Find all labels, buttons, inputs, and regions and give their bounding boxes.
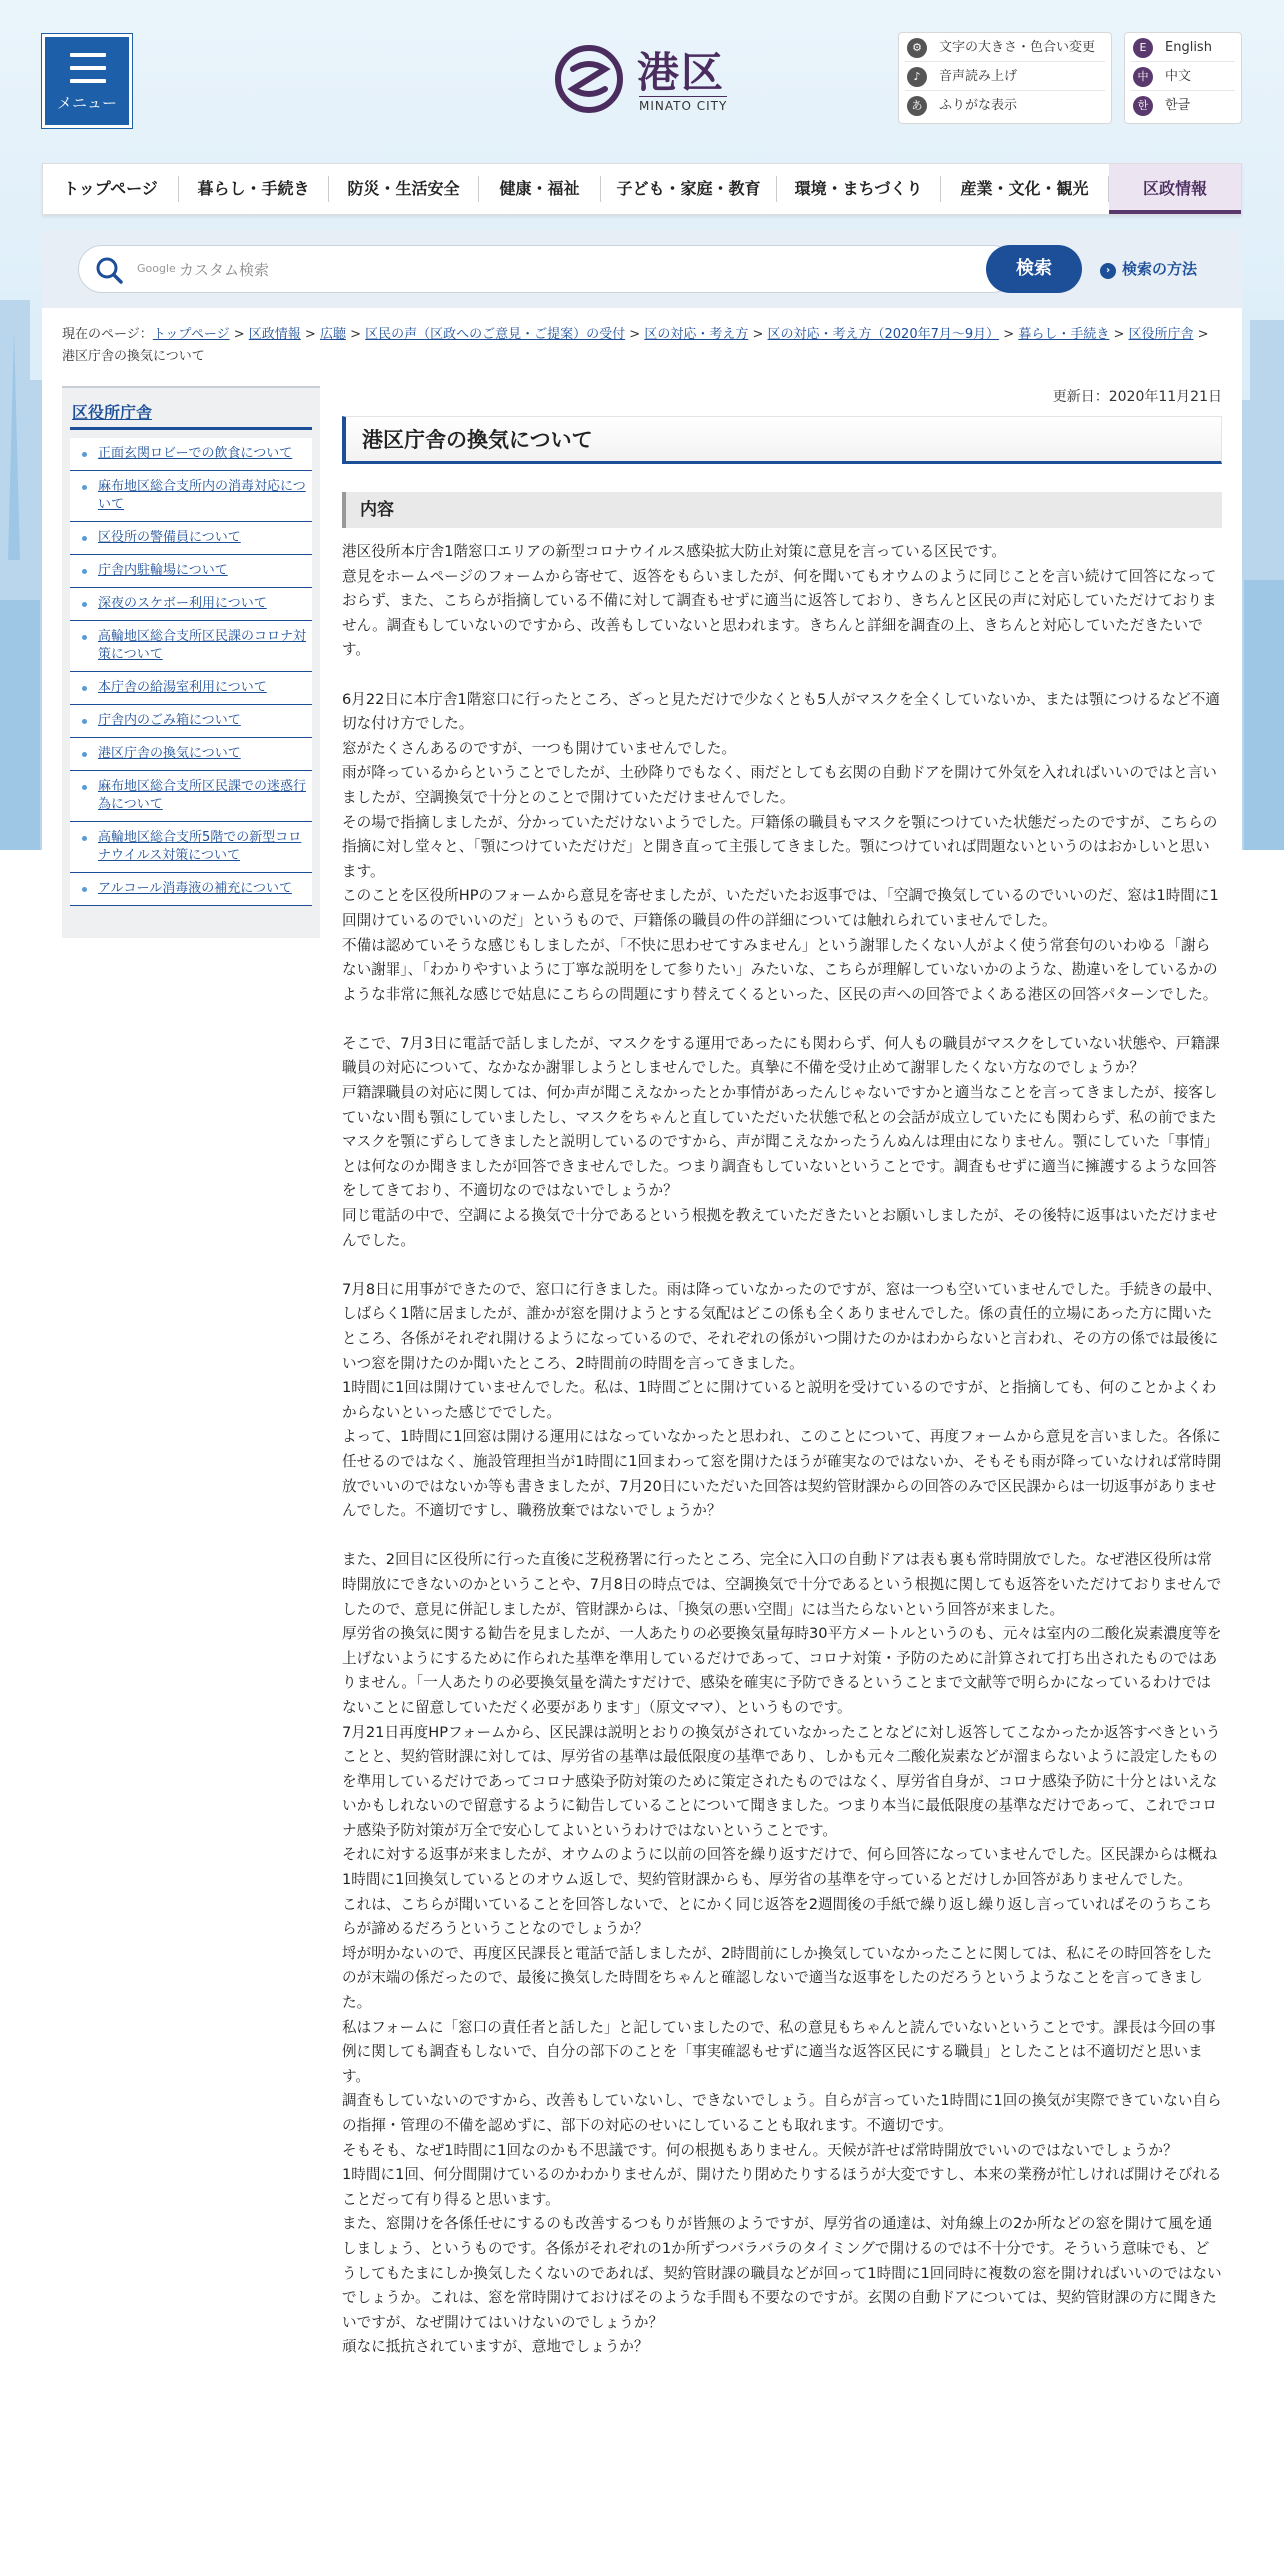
bullet-icon	[82, 752, 87, 757]
bullet-icon	[82, 536, 87, 541]
nav-item-2[interactable]: 防災・生活安全	[329, 176, 479, 202]
nav-item-4[interactable]: 子ども・家庭・教育	[601, 176, 777, 202]
sidebar-link[interactable]: 庁舎内駐輪場について	[98, 563, 228, 578]
sidebar-item	[70, 471, 312, 522]
breadcrumb-link[interactable]: トップページ	[152, 327, 230, 342]
bullet-icon	[82, 569, 87, 574]
sidebar-item	[70, 672, 312, 705]
article-paragraph: 厚労省の換気に関する勧告を見ましたが、一人あたりの必要換気量毎時30平方メートルというのも、元々は室内の二酸化炭素濃度等を上げないようにするために作られた基準を準用しているだけであって、コロナ対策・予防のために計算されて打ち出されたものではありません。「一人あたりの必要換気量を満たすだけで、感染を確実に予防できるということまで文献等で明らかになっているわけではないことに留意していただく必要があります」（原文ママ）、というものです。	[342, 1625, 1222, 1716]
article-paragraph: また、窓開けを各係任せにするのも改善するつもりが皆無のようですが、厚労省の通達は、対角線上の2か所などの窓を開けて風を通しましょう、というものです。各係がそれぞれの1か所ずつバラバラのタイミングで開けるのでは不十分です。そういう意味でも、どうしてもたまにしか換気したくないのであれば、契約管財課の職員などが回って1時間に1回同時に複数の窓を開ければいいのではないでしょうか。これは、窓を常時開けておけばそのような手間も不要なのですが。玄関の自動ドアについては、契約管財課の方に聞きたいですが、なぜ開けてはいけないのでしょうか？	[342, 2215, 1222, 2331]
article-paragraph: 意見をホームページのフォームから寄せて、返答をもらいましたが、何を聞いてもオウムのように同じことを言い続けて回答になっておらず、また、こちらが指摘している不備に対して調査もせずに適当に返答しており、きちんと区民の声に対応していただけておりません。調査もしていないのですから、改善もしていないと思われます。きちんと詳細を調査の上、きちんと対応していただきたいです。	[342, 567, 1217, 659]
nav-item-1[interactable]: 暮らし・手続き	[179, 176, 329, 202]
breadcrumb-link[interactable]: 区民の声（区政へのご意見・ご提案）の受付	[365, 327, 626, 342]
article-paragraph: これは、こちらが聞いていることを回答しないで、とにかく同じ返答を2週間後の手紙で繰り返し繰り返し言っていればそのうちこちらが諦めるだろうということなのでしょうか？	[342, 1895, 1213, 1938]
text-size-color-label: 文字の大きさ・色合い変更	[939, 40, 1096, 55]
paragraph-gap	[342, 1524, 1222, 1549]
article-paragraph: 不備は認めていそうな感じもしましたが、「不快に思わせてすみません」という謝罪したくない人がよく使う常套句のいわゆる「謝らない謝罪」、「わかりやすいように丁寧な説明をして参りたい」みたいな、こちらが理解していないかのような、勘違いをしているかのような非常に無礼な感じで姑息にこちらの問題にすり替えてくるといった、区民の声への回答でよくある港区の回答パターンでした。	[342, 936, 1218, 1003]
sidebar-list	[70, 438, 312, 906]
sidebar-item	[70, 621, 312, 672]
logo-roman: MINATO CITY	[639, 96, 727, 113]
sidebar-link[interactable]: 庁舎内のごみ箱について	[98, 713, 241, 728]
sidebar-item	[70, 771, 312, 822]
sidebar-link[interactable]: 本庁舎の給湯室利用について	[98, 680, 267, 695]
sidebar-link[interactable]: 深夜のスケボー利用について	[98, 596, 267, 611]
content-area	[42, 308, 1242, 2568]
article-paragraph: また、2回目に区役所に行った直後に芝税務署に行ったところ、完全に入口の自動ドアは表も裏も常時開放でした。なぜ港区役所は常時開放にできないのかということや、7月8日の時点では、空調換気で十分であるという根拠に関しても返答をいただけておりませんでしたので、意見に併記しましたが、管財課からは、「換気の悪い空間」には当たらないという回答が来ました。	[342, 1551, 1222, 1618]
article-paragraph: 1時間に1回は開けていませんでした。私は、1時間ごとに開けていると説明を受けているのですが、と指摘しても、何のことかよくわからないといった感じででした。	[342, 1379, 1217, 1421]
article-paragraph: 窓がたくさんあるのですが、一つも開けていませんでした。	[342, 739, 737, 757]
sidebar-link[interactable]: 港区庁舎の換気について	[98, 746, 241, 761]
article-paragraph: それに対する返事が来ましたが、オウムのように以前の回答を繰り返すだけで、何ら回答になっていませんでした。区民課からは概ね1時間に1回換気しているとのオウム返しで、契約管財課からも、厚労省の基準を守っているとだけしか回答がありませんでした。	[342, 1846, 1218, 1889]
search-icon	[95, 256, 123, 284]
breadcrumb: 現在のページ：トップページ > 区政情報 > 広聴 > 区民の声（区政へのご意見・ご提案）の受付 > 区の対応・考え方 > 区の対応・考え方（2020年7月～9月） > 暮らし・手続き > 区役所庁舎 > 港区庁舎の換気について	[62, 327, 1209, 364]
sidebar-item	[70, 522, 312, 555]
sidebar-link[interactable]: 麻布地区総合支所内の消毒対応について	[98, 479, 306, 512]
bullet-icon	[82, 602, 87, 607]
read-aloud-label: 音声読み上げ	[939, 69, 1018, 84]
sidebar-link[interactable]: 高輪地区総合支所区民課のコロナ対策について	[98, 629, 307, 662]
korean-icon: 한	[1133, 96, 1153, 116]
sidebar-link[interactable]: アルコール消毒液の補充について	[98, 881, 292, 896]
sidebar-item	[70, 588, 312, 621]
sidebar-title[interactable]: 区役所庁舎	[70, 396, 312, 430]
text-size-color-link[interactable]	[905, 33, 1105, 62]
furigana-icon: あ	[907, 96, 927, 116]
search-button[interactable]: 検索	[986, 245, 1082, 293]
article-paragraph: 6月22日に本庁舎1階窓口に行ったところ、ざっと見ただけで少なくとも5人がマスクを全くしていないか、または顎につけるなど不適切な付け方でした。	[342, 690, 1220, 733]
bullet-icon	[82, 785, 87, 790]
sidebar-link[interactable]: 区役所の警備員について	[98, 530, 241, 545]
search-help-link[interactable]	[1100, 258, 1197, 279]
sidebar-item	[70, 438, 312, 471]
read-aloud-link[interactable]	[905, 62, 1105, 91]
article-paragraph: よって、1時間に1回窓は開ける運用にはなっていなかったと思われ、このことについて、再度フォームから意見を言いました。各係に任せるのではなく、施設管理担当が1時間に1回まわって窓を開けたほうが確実なのではないか、そもそも雨が降っていなければ常時開放でいいのではないか等も書きましたが、7月20日にいただいた回答は契約管財課からの回答のみで区民課からは一切返事がありませんでした。不適切ですし、職務放棄ではないでしょうか？	[342, 1428, 1222, 1520]
breadcrumb-link[interactable]: 区の対応・考え方（2020年7月～9月）	[767, 327, 1000, 342]
global-nav	[42, 163, 1242, 215]
breadcrumb-current: 港区庁舎の換気について	[62, 349, 205, 364]
breadcrumb-prefix: 現在のページ：	[62, 327, 153, 342]
chinese-label: 中文	[1165, 69, 1192, 84]
sidebar	[62, 386, 320, 938]
article-paragraph: 雨が降っているからということでしたが、土砂降りでもなく、雨だとしても玄関の自動ドアを開けて外気を入れればいいのではと言いましたが、空調換気で十分とのことで開けていただけませんでした。	[342, 764, 1217, 806]
breadcrumb-link[interactable]: 区政情報	[248, 327, 301, 342]
menu-label: メニュー	[56, 94, 117, 112]
paragraph-gap	[342, 1007, 1222, 1032]
sidebar-link[interactable]: 正面玄関ロビーでの飲食について	[98, 446, 293, 461]
nav-item-3[interactable]: 健康・福祉	[479, 176, 601, 202]
article-paragraph: 同じ電話の中で、空調による換気で十分であるという根拠を教えていただきたいとお願いしましたが、その後特に返事はいただけませんでした。	[342, 1207, 1218, 1249]
menu-button[interactable]	[42, 34, 132, 128]
breadcrumb-link[interactable]: 暮らし・手続き	[1018, 327, 1110, 342]
logo-kanji: 港区	[637, 48, 726, 97]
article-paragraph: このことを区役所HPのフォームから意見を寄せましたが、いただいたお返事では、「空調で換気しているのでいいのだ、窓は1時間に1回開けているのでいいのだ」というもので、戸籍係の職員の件の詳細については触れられていませんでした。	[342, 887, 1219, 929]
breadcrumb-link[interactable]: 広聴	[319, 327, 346, 342]
minato-emblem-icon	[555, 45, 623, 113]
search-input[interactable]	[78, 245, 1016, 293]
search-band	[42, 230, 1242, 308]
article-paragraph: 調査もしていないのですから、改善もしていないし、できないでしょう。自らが言っていた1時間に1回の換気が実際できていない自らの指揮・管理の不備を認めずに、部下の対応のせいにしていることも取れます。不適切です。	[342, 2092, 1222, 2134]
korean-label: 한글	[1165, 98, 1191, 113]
bullet-icon	[82, 836, 87, 841]
paragraph-gap	[342, 663, 1222, 688]
nav-item-0[interactable]: トップページ	[43, 176, 179, 202]
article-paragraph: そこで、7月3日に電話で話しましたが、マスクをする運用であったにも関わらず、何人もの職員がマスクをしていない状態や、戸籍課職員の対応について、なかなか謝罪しようとしませんでした。真摯に不備を受け止めて謝罪したくない方なのでしょうか？	[342, 1034, 1220, 1077]
article-paragraph: 埒が明かないので、再度区民課長と電話で話しましたが、2時間前にしか換気していなかったことに関しては、私にその時回答をしたのが末端の係だったので、最後に換気した時間をちゃんと確認しないで適当な返事をしたのだろうというようなことを言ってきました。	[342, 1944, 1213, 2012]
bullet-icon	[82, 635, 87, 640]
sidebar-link[interactable]: 高輪地区総合支所5階での新型コロナウイルス対策について	[98, 830, 302, 863]
furigana-label: ふりがな表示	[939, 98, 1018, 113]
english-icon: E	[1133, 38, 1153, 58]
nav-item-6[interactable]: 産業・文化・観光	[941, 176, 1109, 202]
furigana-link[interactable]	[905, 91, 1105, 120]
english-link[interactable]	[1131, 33, 1235, 62]
page-title: 港区庁舎の換気について	[342, 416, 1222, 464]
sidebar-item	[70, 555, 312, 588]
article-paragraph: その場で指摘しましたが、分かっていただけないようでした。戸籍係の職員もマスクを顎につけていた状態だったのですが、こちらの指摘に対し堂々と、「顎につけていただけだ」と開き直って主張してきました。顎につけていれば問題ないというのはおかしいと思います。	[342, 813, 1218, 880]
article-paragraph: 7月21日再度HPフォームから、区民課は説明とおりの換気がされていなかったことなどに対し返答してこなかったか返答すべきということと、契約管財課に対しては、厚労省の基準は最低限度の基準であり、しかも元々二酸化炭素などが溜まらないように設定したものを準用しているだけであってコロナ感染予防対策のために策定されたものではなく、厚労省自身が、コロナ感染予防に十分とはいえないかもしれないので留意するように勧告していることについて聞きました。つまり本当に最低限度の基準なだけであって、これでコロナ感染予防対策が万全で安心してよいというわけではないということです。	[342, 1723, 1221, 1839]
gear-icon: ⚙	[907, 38, 927, 58]
article-paragraph: 港区役所本庁舎1階窓口エリアの新型コロナウイルス感染拡大防止対策に意見を言っている区民です。	[342, 543, 1006, 560]
nav-item-5[interactable]: 環境・まちづくり	[777, 176, 941, 202]
korean-link[interactable]	[1131, 91, 1235, 120]
bullet-icon	[82, 719, 87, 724]
language-tools	[1124, 32, 1242, 124]
article-paragraph: 頑なに抵抗されていますが、意地でしょうか？	[342, 2338, 649, 2356]
chinese-icon: 中	[1133, 67, 1153, 87]
english-label: English	[1165, 40, 1212, 55]
breadcrumb-link[interactable]: 区の対応・考え方	[644, 327, 749, 342]
accessibility-tools	[898, 32, 1112, 124]
paragraph-gap	[342, 1253, 1222, 1278]
bullet-icon	[82, 887, 87, 892]
search-help-label: 検索の方法	[1122, 260, 1198, 278]
nav-item-7[interactable]: 区政情報	[1109, 164, 1241, 214]
chinese-link[interactable]	[1131, 62, 1235, 91]
bullet-icon	[82, 686, 87, 691]
sidebar-item	[70, 873, 312, 906]
chevron-right-icon: ›	[1100, 263, 1116, 279]
search-placeholder: カスタム検索	[179, 261, 270, 279]
article-paragraph: 私はフォームに「窓口の責任者と話した」と記していましたので、私の意見もちゃんと読んでいないということです。課長は今回の事例に関しても調査もしないで、自分の部下のことを「事実確認もせずに適当な返答区民にする職員」としたことは不適切だと思います。	[342, 2018, 1216, 2085]
main-content	[342, 386, 1222, 2360]
breadcrumb-link[interactable]: 区役所庁舎	[1128, 327, 1194, 342]
hamburger-icon	[70, 53, 106, 92]
article-paragraph: そもそも、なぜ1時間に1回なのかも不思議です。何の根拠もありません。天候が許せば常時開放でいいのではないでしょうか？	[342, 2141, 1178, 2159]
site-header	[0, 0, 1284, 160]
sidebar-link[interactable]: 麻布地区総合支所区民課での迷惑行為について	[98, 779, 307, 812]
section-heading: 内容	[342, 492, 1222, 528]
article-paragraph: 1時間に1回、何分間開けているのかわかりませんが、開けたり閉めたりするほうが大変ですし、本来の業務が忙しければ開けそびれることだって有り得ると思います。	[342, 2166, 1222, 2208]
article-paragraph: 戸籍課職員の対応に関しては、何か声が聞こえなかったとか事情があったんじゃないですかと適当なことを言ってきましたが、接客していない間も顎にしていましたし、マスクをちゃんと直していただいた状態で私との会話が成立していたにも関わらず、私の前でまたマスクを顎にずらしてきましたと説明しているのですから、声が聞こえなかったうんぬんは理由になりません。顎にしていた「事情」とは何なのか聞きましたが回答できませんでした。つまり調査もしていないということです。調査もせずに適当に擁護するような回答をしてきており、不適切なのではないでしょうか？	[342, 1084, 1219, 1200]
updated-date: 更新日：2020年11月21日	[1052, 389, 1222, 405]
sidebar-item	[70, 738, 312, 771]
google-label: Google	[137, 262, 176, 275]
speaker-icon: ♪	[907, 67, 927, 87]
bullet-icon	[82, 485, 87, 490]
article-body	[342, 540, 1222, 2360]
bullet-icon	[82, 452, 87, 457]
sidebar-item	[70, 705, 312, 738]
site-logo[interactable]	[555, 40, 735, 120]
article-paragraph: 7月8日に用事ができたので、窓口に行きました。雨は降っていなかったのですが、窓は一つも空いていませんでした。手続きの最中、しばらく1階に居ましたが、誰かが窓を開けようとする気配はどこの係も全くありませんでした。係の責任的立場にあった方に聞いたところ、各係がそれぞれ開けるようになっているので、それぞれの係がいつ開けたのかはわからないと言われ、その方の係では最後にいつ窓を開けたのか聞いたところ、2時間前の時間を言ってきました。	[342, 1280, 1222, 1372]
sidebar-item	[70, 822, 312, 873]
